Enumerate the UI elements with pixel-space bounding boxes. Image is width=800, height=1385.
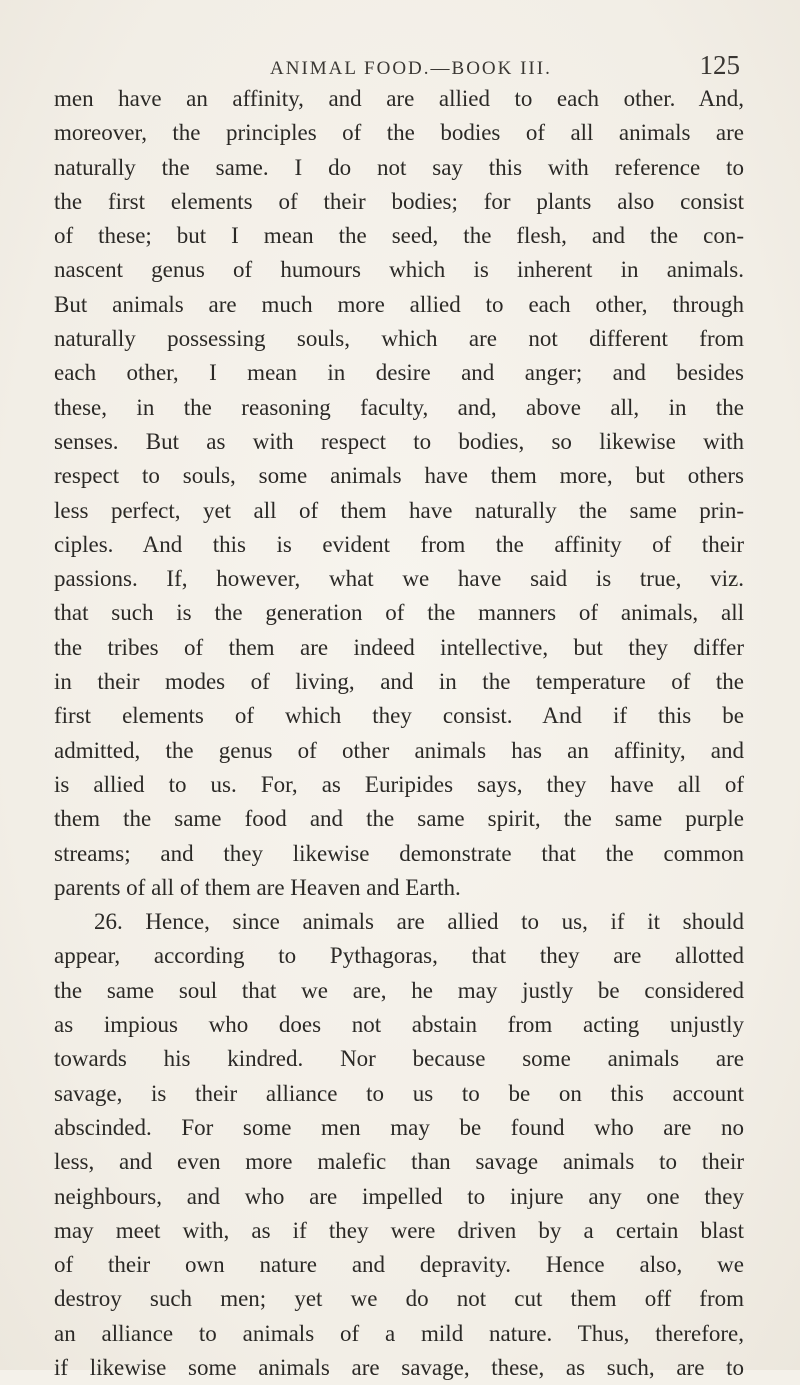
text-line: streams; and they likewise demonstrate that the common [54, 840, 744, 866]
body-text [54, 82, 744, 1385]
text-line: these, in the reasoning faculty, and, above all, in the [54, 394, 744, 420]
text-line: senses. But as with respect to bodies, so likewise with [54, 428, 744, 454]
text-line: But animals are much more allied to each other, through [54, 291, 744, 317]
running-title: ANIMAL FOOD.—BOOK III. [270, 58, 552, 79]
text-line: nascent genus of humours which is inherent in animals. [54, 257, 744, 283]
text-line: if likewise some animals are savage, these, as such, are to [54, 1354, 744, 1380]
text-line: naturally the same. I do not say this with reference to [54, 154, 744, 180]
text-line: ciples. And this is evident from the affinity of their [54, 531, 744, 557]
text-line: less, and even more malefic than savage animals to their [54, 1149, 744, 1175]
text-line: savage, is their alliance to us to be on this account [54, 1080, 744, 1106]
text-line: them the same food and the same spirit, the same purple [54, 806, 744, 832]
text-line: abscinded. For some men may be found who are no [54, 1114, 744, 1140]
text-line: naturally possessing souls, which are not different from [54, 326, 744, 352]
text-line: in their modes of living, and in the temperature of the [54, 669, 744, 695]
text-line: may meet with, as if they were driven by a certain blast [54, 1217, 744, 1243]
text-line: towards his kindred. Nor because some animals are [54, 1046, 744, 1072]
page-number: 125 [699, 50, 740, 80]
text-line: is allied to us. For, as Euripides says, they have all of [54, 771, 744, 797]
text-line: neighbours, and who are impelled to injure any one they [54, 1183, 744, 1209]
paragraph-first-line: 26. Hence, since animals are allied to us, if it should [94, 909, 744, 935]
text-line: the same soul that we are, he may justly be considered [54, 977, 744, 1003]
text-line: an alliance to animals of a mild nature. Thus, therefore, [54, 1320, 744, 1346]
text-line: men have an affinity, and are allied to each other. And, [54, 86, 744, 111]
running-head [270, 50, 740, 81]
text-line: respect to souls, some animals have them more, but others [54, 463, 744, 489]
text-line: first elements of which they consist. And if this be [54, 703, 744, 729]
text-line: of their own nature and depravity. Hence also, we [54, 1252, 744, 1278]
text-line: the tribes of them are indeed intellective, but they differ [54, 634, 744, 660]
text-line: appear, according to Pythagoras, that they are allotted [54, 943, 744, 969]
text-line: as impious who does not abstain from acting unjustly [54, 1012, 744, 1038]
text-line: destroy such men; yet we do not cut them off from [54, 1286, 744, 1312]
text-line: of these; but I mean the seed, the flesh, and the con- [54, 223, 744, 249]
text-line: that such is the generation of the manners of animals, all [54, 600, 744, 626]
text-line: admitted, the genus of other animals has an affinity, and [54, 737, 744, 763]
text-line: moreover, the principles of the bodies of all animals are [54, 120, 744, 146]
text-line: the first elements of their bodies; for plants also consist [54, 188, 744, 214]
text-line: less perfect, yet all of them have naturally the same prin- [54, 497, 744, 523]
text-line: each other, I mean in desire and anger; and besides [54, 360, 744, 386]
paragraph-last-line: parents of all of them are Heaven and Earth. [54, 874, 461, 900]
text-line: passions. If, however, what we have said is true, viz. [54, 566, 744, 592]
